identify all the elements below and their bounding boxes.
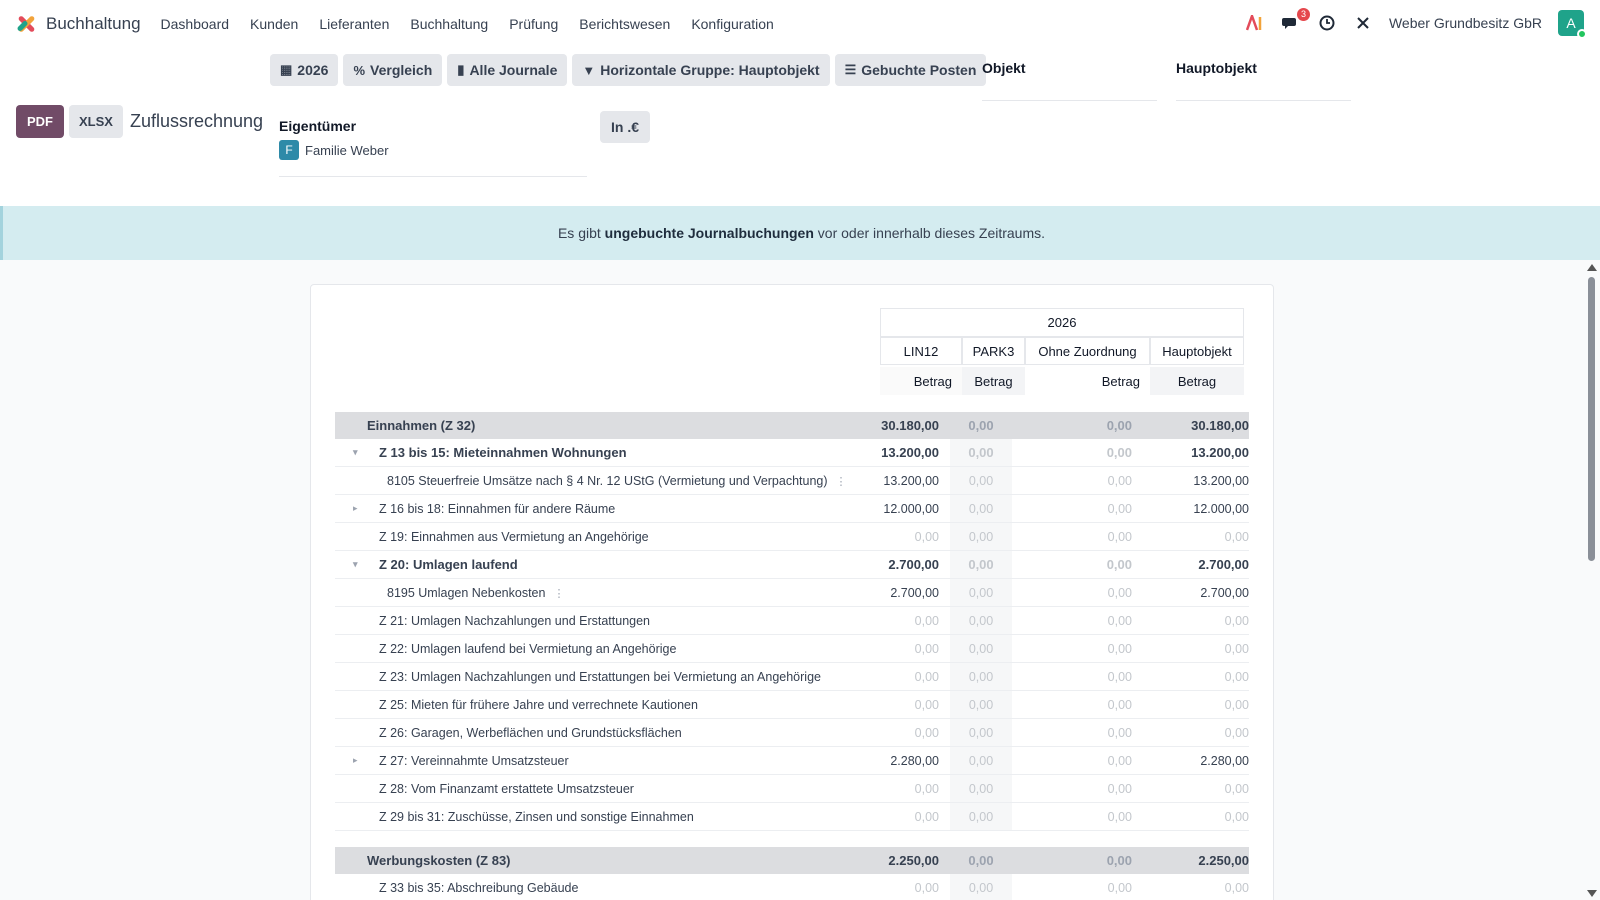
amount-cell[interactable]: 0,00 (914, 781, 939, 796)
amount-cell[interactable]: 0,00 (1224, 613, 1249, 628)
objekt-label: Objekt (982, 60, 1026, 76)
amount-cell[interactable]: 0,00 (914, 880, 939, 895)
hauptobjekt-label: Hauptobjekt (1176, 60, 1257, 76)
report-table-card (310, 284, 1274, 900)
column-header-hauptobjekt[interactable] (1150, 337, 1244, 365)
amount-cell[interactable]: 0,00 (1107, 585, 1132, 600)
filter-funnel-icon: ▼ (582, 62, 596, 78)
row-label: Z 27: Vereinnahmte Umsatzsteuer (379, 753, 569, 768)
banner-text-pre: Es gibt (557, 225, 605, 241)
nav-berichtswesen[interactable]: Berichtswesen (579, 16, 671, 32)
subheader-betrag (880, 367, 962, 395)
amount-cell[interactable]: 12.000,00 (1193, 501, 1249, 516)
amount-cell[interactable]: 0,00 (968, 880, 994, 895)
row-label: Einnahmen (Z 32) (367, 418, 476, 433)
ai-icon[interactable] (1245, 13, 1265, 33)
app-title: Buchhaltung (46, 14, 141, 33)
amount-cell[interactable]: 2.280,00 (890, 753, 939, 768)
amount-cell[interactable]: 0,00 (1107, 613, 1132, 628)
sliders-icon: ☰ (844, 62, 857, 77)
amount-cell[interactable]: 0,00 (914, 809, 939, 824)
amount-cell[interactable]: 0,00 (968, 418, 994, 433)
subheader-betrag (1150, 367, 1244, 395)
amount-cell[interactable]: 0,00 (968, 501, 994, 516)
report-line-row[interactable] (335, 523, 1249, 551)
row-label: Z 28: Vom Finanzamt erstattete Umsatzsteuer (379, 781, 634, 796)
notification-badge: 3 (1297, 8, 1310, 21)
row-label: 8105 Steuerfreie Umsätze nach § 4 Nr. 12 UStG (Vermietung und Verpachtung) ⋮ (387, 473, 847, 488)
amount-cell[interactable]: 0,00 (1106, 557, 1132, 572)
row-label: Z 19: Einnahmen aus Vermietung an Angehörige (379, 529, 649, 544)
amount-cell[interactable]: 2.700,00 (890, 585, 939, 600)
subheader-betrag-label: Betrag (1101, 373, 1140, 389)
amount-cell[interactable]: 2.250,00 (1198, 853, 1249, 868)
column-header-park3[interactable] (962, 337, 1025, 365)
amount-cell[interactable]: 0,00 (968, 781, 994, 796)
messages-icon[interactable] (1281, 9, 1306, 33)
unposted-entries-link[interactable]: ungebuchte Journalbuchungen (604, 225, 814, 241)
journals-filter-button[interactable] (447, 54, 567, 86)
report-line-row[interactable] (335, 551, 1249, 579)
owner-tag-initial: F (279, 140, 299, 160)
row-label: Werbungskosten (Z 83) (367, 853, 511, 868)
amount-cell[interactable]: 0,00 (968, 529, 994, 544)
row-label: Z 13 bis 15: Mieteinnahmen Wohnungen (379, 445, 627, 460)
report-line-row[interactable] (335, 663, 1249, 691)
report-content-area[interactable] (0, 260, 1600, 900)
report-line-row[interactable] (335, 691, 1249, 719)
amount-cell[interactable]: 13.200,00 (1191, 445, 1249, 460)
banner-text-post: vor oder innerhalb dieses Zeitraums. (813, 225, 1046, 241)
column-header-ohne-zuordnung-label: Ohne Zuordnung (1038, 343, 1137, 359)
amount-cell[interactable]: 0,00 (1106, 445, 1132, 460)
owner-tag-label: Familie Weber (305, 142, 389, 158)
nav-konfiguration[interactable]: Konfiguration (691, 16, 774, 32)
year-column-header (880, 308, 1244, 337)
amount-cell[interactable]: 2.700,00 (1198, 557, 1249, 572)
posted-entries-filter-label: Gebuchte Posten (861, 62, 977, 78)
report-line-row[interactable] (335, 635, 1249, 663)
amount-cell[interactable]: 0,00 (968, 641, 994, 656)
report-title: Zuflussrechnung (129, 111, 264, 131)
amount-cell[interactable]: 13.200,00 (883, 473, 939, 488)
subheader-betrag-label: Betrag (913, 373, 952, 389)
report-line-row[interactable] (335, 439, 1249, 467)
tools-icon[interactable] (1353, 13, 1373, 33)
column-header-ohne-zuordnung[interactable] (1025, 337, 1150, 365)
amount-cell[interactable]: 0,00 (1224, 669, 1249, 684)
row-label: Z 22: Umlagen laufend bei Vermietung an Angehörige (379, 641, 677, 656)
amount-cell[interactable]: 0,00 (1106, 418, 1132, 433)
report-line-row[interactable] (335, 775, 1249, 803)
amount-cell[interactable]: 0,00 (1224, 529, 1249, 544)
row-label: Z 25: Mieten für frühere Jahre und verrechnete Kautionen (379, 697, 698, 712)
nav-lieferanten[interactable]: Lieferanten (319, 16, 390, 32)
report-filters (270, 54, 986, 86)
amount-cell[interactable]: 0,00 (1106, 853, 1132, 868)
amount-cell[interactable]: 0,00 (1107, 669, 1132, 684)
amount-cell[interactable]: 0,00 (1224, 641, 1249, 656)
amount-cell[interactable]: 0,00 (968, 853, 994, 868)
book-icon: ▮ (457, 62, 465, 77)
vertical-scrollbar[interactable] (1586, 260, 1596, 900)
scroll-up-arrow-icon[interactable] (1587, 264, 1597, 271)
amount-cell[interactable]: 0,00 (968, 725, 994, 740)
amount-cell[interactable]: 0,00 (968, 753, 994, 768)
amount-cell[interactable]: 0,00 (1107, 529, 1132, 544)
company-switcher[interactable]: Weber Grundbesitz GbR (1388, 15, 1542, 31)
row-label: Z 26: Garagen, Werbeflächen und Grundstücksflächen (379, 725, 682, 740)
amount-cell[interactable]: 0,00 (968, 585, 994, 600)
amount-cell[interactable]: 0,00 (1107, 697, 1132, 712)
horizontal-group-filter-button[interactable] (572, 54, 829, 86)
avatar-initial: A (1566, 15, 1576, 31)
subheader-betrag-label: Betrag (974, 373, 1013, 389)
amount-cell[interactable]: 0,00 (1224, 809, 1249, 824)
scroll-down-arrow-icon[interactable] (1587, 890, 1597, 897)
hauptobjekt-field[interactable] (1176, 60, 1351, 101)
amount-cell[interactable]: 0,00 (914, 529, 939, 544)
amount-cell[interactable]: 0,00 (968, 557, 994, 572)
caret-down-icon[interactable]: ▾ (353, 559, 358, 569)
report-line-row[interactable] (335, 747, 1249, 775)
amount-cell[interactable]: 2.280,00 (1200, 753, 1249, 768)
app-brand[interactable] (16, 14, 161, 34)
amount-cell[interactable]: 0,00 (914, 725, 939, 740)
amount-cell[interactable]: 0,00 (1107, 725, 1132, 740)
horizontal-group-filter-label: Horizontale Gruppe: Hauptobjekt (600, 62, 820, 78)
report-line-row[interactable] (335, 803, 1249, 831)
amount-cell[interactable]: 13.200,00 (881, 445, 939, 460)
row-label: Z 33 bis 35: Abschreibung Gebäude (379, 880, 579, 895)
caret-right-icon[interactable]: ▸ (353, 503, 358, 513)
amount-cell[interactable]: 0,00 (914, 697, 939, 712)
activity-clock-icon[interactable] (1317, 13, 1337, 33)
amount-cell[interactable]: 0,00 (914, 641, 939, 656)
column-header-lin12[interactable] (880, 337, 962, 365)
nav-dashboard[interactable]: Dashboard (160, 16, 230, 32)
year-column-label: 2026 (1047, 315, 1077, 330)
amount-cell[interactable]: 0,00 (1107, 501, 1132, 516)
amount-cell[interactable]: 12.000,00 (883, 501, 939, 516)
amount-cell[interactable]: 0,00 (1107, 473, 1132, 488)
amount-cell[interactable]: 0,00 (968, 473, 994, 488)
amount-cell[interactable]: 13.200,00 (1193, 473, 1249, 488)
hauptobjekt-input-line[interactable] (1176, 100, 1351, 101)
amount-cell[interactable]: 0,00 (1224, 880, 1249, 895)
subheader-betrag (962, 367, 1025, 395)
scrollbar-thumb[interactable] (1588, 277, 1595, 561)
online-status-dot (1577, 29, 1587, 39)
caret-down-icon[interactable]: ▾ (353, 447, 358, 457)
calendar-icon: ▦ (280, 62, 293, 77)
posted-entries-filter-button[interactable] (835, 54, 987, 86)
row-label: Z 20: Umlagen laufend (379, 557, 518, 572)
amount-cell[interactable]: 0,00 (1107, 880, 1132, 895)
journals-filter-label: Alle Journale (469, 62, 558, 78)
row-menu-icon[interactable]: ⋮ (835, 475, 847, 488)
year-filter-label: 2026 (297, 62, 329, 78)
section-row[interactable] (335, 412, 1249, 439)
nav-pruefung[interactable]: Prüfung (509, 16, 559, 32)
nav-kunden[interactable]: Kunden (250, 16, 299, 32)
unposted-entries-banner (0, 206, 1600, 260)
currency-unit-button[interactable]: In .€ (600, 111, 650, 143)
comparison-filter-button[interactable] (343, 54, 442, 86)
owner-label: Eigentümer (279, 118, 357, 134)
section-row[interactable] (335, 847, 1249, 874)
owner-tag[interactable] (279, 140, 587, 160)
app-logo-icon (16, 14, 36, 34)
amount-cell[interactable]: 0,00 (914, 613, 939, 628)
owner-field[interactable] (279, 118, 587, 177)
report-line-row[interactable] (335, 607, 1249, 635)
amount-cell[interactable]: 0,00 (968, 613, 994, 628)
subheader-betrag (1025, 367, 1150, 395)
amount-cell[interactable]: 0,00 (914, 669, 939, 684)
column-header-lin12-label: LIN12 (903, 343, 939, 359)
subheader-betrag-label: Betrag (1177, 373, 1217, 389)
amount-cell[interactable]: 30.180,00 (1191, 418, 1249, 433)
pdf-export-button[interactable]: PDF (16, 105, 64, 138)
caret-right-icon[interactable]: ▸ (353, 755, 358, 765)
report-actions (16, 105, 263, 138)
top-navbar (0, 0, 1600, 48)
row-label: Z 21: Umlagen Nachzahlungen und Erstattungen (379, 613, 651, 628)
amount-cell[interactable]: 0,00 (1107, 641, 1132, 656)
amount-cell[interactable]: 0,00 (1224, 725, 1249, 740)
xlsx-export-button[interactable]: XLSX (69, 105, 123, 138)
amount-cell[interactable]: 30.180,00 (881, 418, 939, 433)
column-header-hauptobjekt-label: Hauptobjekt (1162, 343, 1232, 359)
amount-cell[interactable]: 0,00 (1107, 781, 1132, 796)
amount-cell[interactable]: 0,00 (1224, 697, 1249, 712)
report-line-row[interactable] (335, 495, 1249, 523)
row-label: Z 16 bis 18: Einnahmen für andere Räume (379, 501, 616, 516)
amount-cell[interactable]: 0,00 (968, 669, 994, 684)
amount-cell[interactable]: 2.250,00 (888, 853, 939, 868)
comparison-filter-label: Vergleich (370, 62, 433, 78)
column-header-park3-label: PARK3 (972, 343, 1015, 359)
row-label: 8195 Umlagen Nebenkosten ⋮ (387, 585, 565, 600)
amount-cell[interactable]: 0,00 (1107, 753, 1132, 768)
amount-cell[interactable]: 0,00 (968, 697, 994, 712)
amount-cell[interactable]: 0,00 (968, 809, 994, 824)
percent-icon: % (353, 62, 366, 78)
amount-cell[interactable]: 2.700,00 (1200, 585, 1249, 600)
amount-cell[interactable]: 0,00 (1107, 809, 1132, 824)
objekt-field[interactable] (982, 60, 1157, 101)
row-label: Z 23: Umlagen Nachzahlungen und Erstattungen bei Vermietung an Angehörige (379, 669, 821, 684)
row-menu-icon[interactable]: ⋮ (553, 587, 565, 600)
account-row[interactable] (335, 579, 1249, 607)
row-label: Z 29 bis 31: Zuschüsse, Zinsen und sonstige Einnahmen (379, 809, 694, 824)
nav-buchhaltung[interactable]: Buchhaltung (410, 16, 489, 32)
amount-cell[interactable]: 0,00 (1224, 781, 1249, 796)
amount-cell[interactable]: 0,00 (968, 445, 994, 460)
year-filter-button[interactable] (270, 54, 338, 86)
report-line-row[interactable] (335, 719, 1249, 747)
amount-cell[interactable]: 2.700,00 (888, 557, 939, 572)
user-avatar[interactable] (1558, 10, 1584, 36)
account-row[interactable] (335, 467, 1249, 495)
objekt-input-line[interactable] (982, 100, 1157, 101)
report-line-row[interactable] (335, 874, 1249, 900)
owner-input-line[interactable] (279, 176, 587, 177)
